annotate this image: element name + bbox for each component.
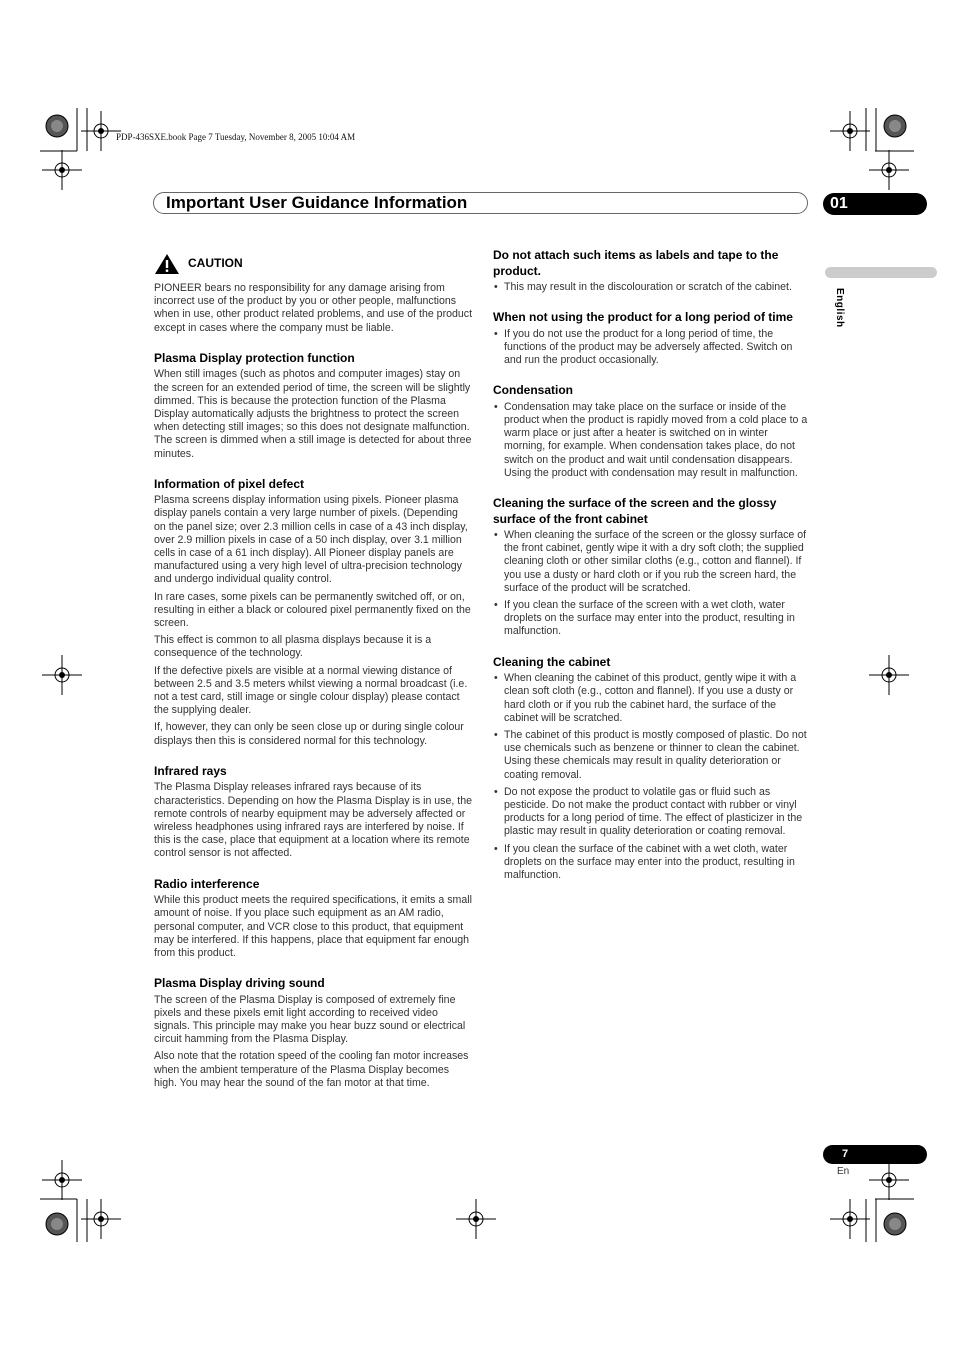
registration-disc-icon [884, 115, 906, 137]
paragraph: If the defective pixels are visible at a normal viewing distance of between 2.5 and 3.5 meters whilst viewing a normal broadcast (i.e. not a test card, still image or single colour display) please contact the supplying dealer. [154, 664, 468, 717]
section-heading: When not using the product for a long period of time [493, 310, 793, 325]
right-column [493, 248, 811, 898]
list-item: • If you clean the surface of the cabinet with a wet cloth, water droplets on the surface may enter into the product, resulting in malfunction. [493, 843, 811, 883]
paragraph: In rare cases, some pixels can be permanently switched off, or on, resulting in either a black or coloured pixel permanently fixed on the screen. [154, 590, 471, 630]
protection-section [154, 351, 472, 461]
warning-icon [154, 253, 180, 275]
pixel-defect-section [154, 477, 472, 748]
registration-cross-icon [456, 1199, 496, 1239]
registration-cross-icon [869, 150, 909, 190]
registration-disc-icon [884, 1213, 906, 1235]
file-info: PDP-436SXE.book Page 7 Tuesday, November 8, 2005 10:04 AM [116, 132, 356, 142]
infrared-section [154, 764, 472, 861]
registration-cross-icon [42, 655, 82, 695]
labels-section [493, 248, 811, 294]
section-heading: Do not attach such items as labels and tape to the product. [493, 248, 779, 278]
section-heading: Cleaning the surface of the screen and the glossy surface of the front cabinet [493, 496, 777, 526]
registration-cross-icon [869, 655, 909, 695]
section-heading: Plasma Display driving sound [154, 976, 325, 991]
registration-cross-icon [830, 1199, 870, 1239]
paragraph: When still images (such as photos and computer images) stay on the screen for an extended period of time, the screen will be slightly dimmed. This is because the protection function of the Plasma Display automatically adjusts the brightness to protect the screen when detecting still images; so this does not designate malfunction. The screen is dimmed when a still image is detected for about three minutes. [154, 368, 472, 460]
registration-cross-icon [830, 111, 870, 151]
registration-disc-icon [46, 1213, 68, 1235]
paragraph: This effect is common to all plasma displays because it is a consequence of the technology. [154, 634, 432, 660]
list-item: • If you clean the surface of the screen with a wet cloth, water droplets on the surface may enter into the product, resulting in malfunction. [493, 599, 811, 639]
driving-sound-section [154, 976, 472, 1090]
paragraph: If, however, they can only be seen close up or during single colour displays then this is considered normal for this technology. [154, 721, 464, 747]
condensation-section [493, 383, 811, 480]
list-item: • When cleaning the cabinet of this product, gently wipe it with a clean soft cloth (e.g., cotton and flannel). If you use a dusty or hard cloth or if you rub the cabinet hard, the surface of the cabinet will be scratched. [493, 672, 811, 725]
page-language: En [837, 1166, 850, 1177]
list-item: • The cabinet of this product is mostly composed of plastic. Do not use chemicals such as benzene or thinner to clean the cabinet. Using these chemicals may result in quality deterioration or coating removal. [493, 729, 811, 782]
language-label: English [834, 288, 845, 328]
paragraph: The Plasma Display releases infrared rays because of its characteristics. Depending on how the Plasma Display is in use, the remote controls of nearby equipment may be adversely affected or wireless headphones using infrared rays are interfered by noise. If this is the case, place that equipment at a location where its remote control sensor is not affected. [154, 781, 472, 860]
list-item: • If you do not use the product for a long period of time, the functions of the product may be adversely affected. Switch on and run the product occasionally. [493, 328, 811, 368]
list-item: • This may result in the discolouration or scratch of the cabinet. [493, 281, 811, 294]
registration-disc-icon [46, 115, 68, 137]
list-item: • Do not expose the product to volatile gas or fluid such as pesticide. Do not make the product contact with rubber or vinyl products for a long period of time. The effect of plasticizer in the plastic may result in quality deterioration or coating removal. [493, 786, 811, 839]
section-heading: Infrared rays [154, 763, 227, 778]
language-tab [825, 267, 937, 278]
registration-cross-icon [42, 150, 82, 190]
caution-section [154, 253, 472, 335]
section-heading: Condensation [493, 383, 573, 398]
caution-label: CAUTION [188, 256, 243, 271]
cabinet-cleaning-section [493, 655, 811, 883]
registration-cross-icon [42, 1160, 82, 1200]
list-item: • Condensation may take place on the surface or inside of the product when the product is rapidly moved from a cold place to a warm place or just after a heater is switched on in winter morning, for example. When condensation takes place, do not switch on the product and wait until condensation disappears. Using the product with condensation may result in malfunction. [493, 401, 811, 480]
paragraph: Also note that the rotation speed of the cooling fan motor increases when the ambient temperature of the Plasma Display becomes high. You may hear the sound of the fan motor at that time. [154, 1050, 469, 1089]
paragraph: Plasma screens display information using pixels. Pioneer plasma display panels contain a very large number of pixels. (Depending on the panel size; over 2.3 million cells in case of a 43 inch display, over 2.9 million pixels in case of a 50 inch display, over 3.1 million cells in case of a 61 inch display). All Pioneer display panels are manufactured using a very high level of ultra-precision technology and undergo individual quality control. [154, 494, 468, 586]
page-title: Important User Guidance Information [166, 193, 468, 212]
caution-text: PIONEER bears no responsibility for any damage arising from incorrect use of the product by you or other people, malfunctions when in use, other product related problems, and use of the product except in cases where the company must be liable. [154, 282, 473, 334]
section-heading: Cleaning the cabinet [493, 654, 611, 669]
screen-cleaning-section [493, 496, 811, 639]
paragraph: While this product meets the required specifications, it emits a small amount of noise. If you place such equipment as an AM radio, personal computer, and VCR close to this product, that equipment may be interfered. If this happens, place that equipment far enough from this product. [154, 894, 472, 959]
chapter-badge: 01 [823, 193, 927, 215]
page-number: 7 [823, 1145, 927, 1164]
section-heading: Plasma Display protection function [154, 350, 355, 365]
section-heading: Information of pixel defect [154, 476, 305, 491]
paragraph: The screen of the Plasma Display is composed of extremely fine pixels and these pixels emit light according to received video signals. This principle may make you hear buzz sound or electrical circuit hamming from the Plasma Display. [154, 993, 466, 1046]
section-heading: Radio interference [154, 876, 260, 891]
registration-cross-icon [869, 1160, 909, 1200]
long-period-section [493, 310, 811, 367]
list-item: • When cleaning the surface of the screen or the glossy surface of the front cabinet, gently wipe it with a dry soft cloth; the supplied cleaning cloth or other similar cloths (e.g., cotton and flannel). If you use a dusty or hard cloth or if you rub the screen hard, the surface of the product will be scratched. [493, 529, 811, 595]
radio-section [154, 877, 472, 961]
left-column [154, 253, 472, 1106]
